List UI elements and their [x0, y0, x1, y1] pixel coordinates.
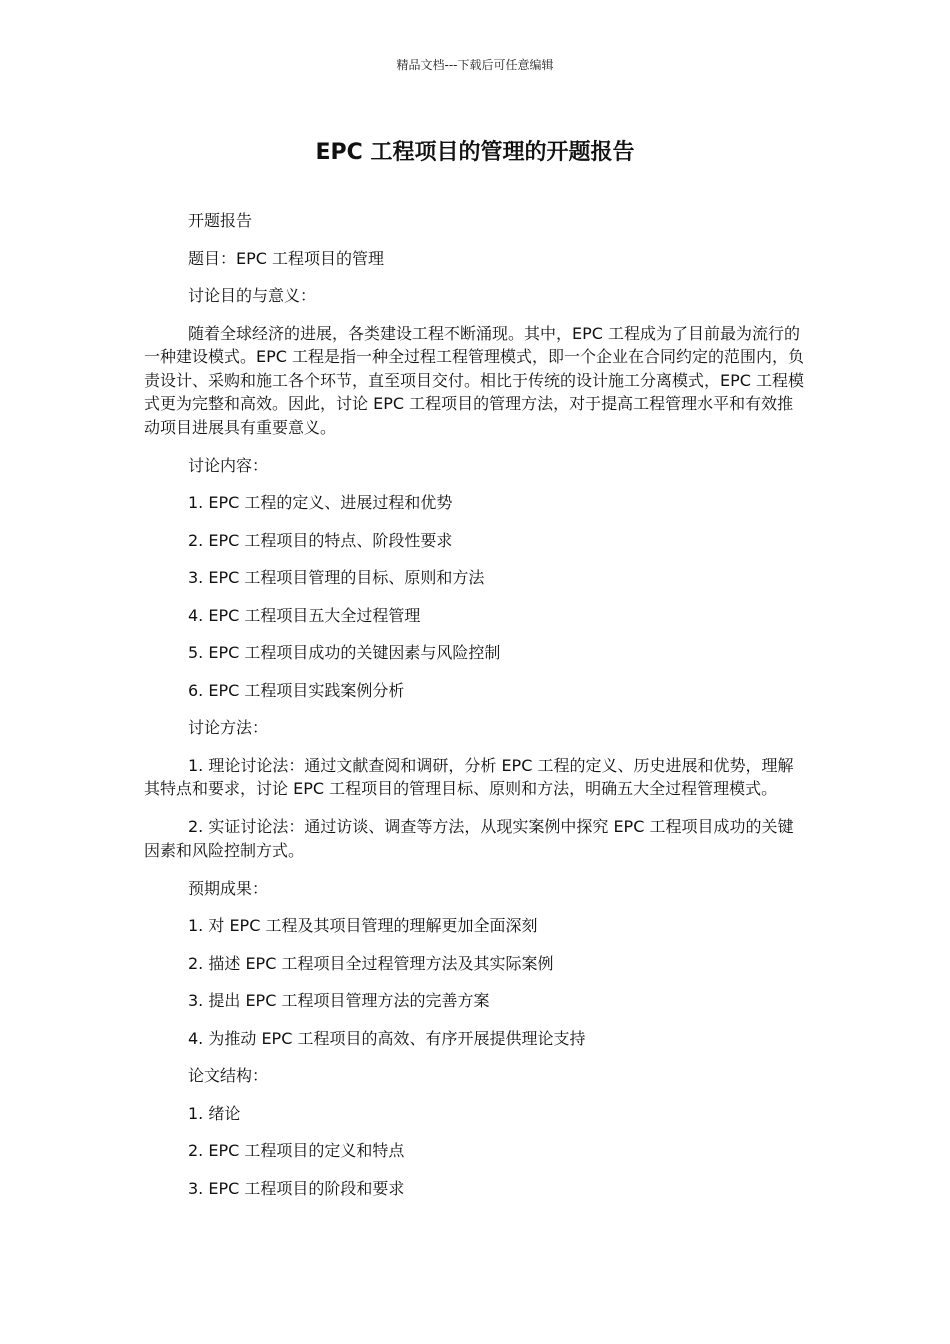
content-item: 2. EPC 工程项目的特点、阶段性要求: [188, 530, 453, 550]
content-item: 1. EPC 工程的定义、进展过程和优势: [188, 493, 453, 512]
topic-line: 题目：EPC 工程项目的管理: [188, 248, 385, 268]
structure-item: 2. EPC 工程项目的定义和特点: [188, 1141, 405, 1160]
method-item: 2. 实证讨论法：通过访谈、调查等方法，从现实案例中探究 EPC 工程项目成功的关键因素和风险控制方式。: [144, 817, 794, 860]
structure-item: 3. EPC 工程项目的阶段和要求: [188, 1178, 405, 1198]
purpose-heading: 讨论目的与意义：: [188, 286, 317, 305]
structure-item: 1. 绪论: [188, 1103, 241, 1123]
outcome-item: 2. 描述 EPC 工程项目全过程管理方法及其实际案例: [188, 953, 554, 973]
content-item: 3. EPC 工程项目管理的目标、原则和方法: [188, 568, 485, 587]
content-item: 6. EPC 工程项目实践案例分析: [188, 680, 405, 700]
method-item: 1. 理论讨论法：通过文献查阅和调研，分析 EPC 工程的定义、历史进展和优势，理解其特点和要求，讨论 EPC 工程项目的管理目标、原则和方法，明确五大全过程管理模式。: [144, 755, 794, 798]
document-body: [144, 209, 809, 1214]
outcome-heading: 预期成果：: [188, 878, 269, 898]
outcome-item: 3. 提出 EPC 工程项目管理方法的完善方案: [188, 991, 490, 1010]
document-title: EPC 工程项目的管理的开题报告: [315, 140, 635, 165]
content-item: 5. EPC 工程项目成功的关键因素与风险控制: [188, 643, 501, 662]
outcome-item: 1. 对 EPC 工程及其项目管理的理解更加全面深刻: [188, 916, 538, 935]
outcome-item: 4. 为推动 EPC 工程项目的高效、有序开展提供理论支持: [188, 1028, 586, 1048]
structure-heading: 论文结构：: [188, 1066, 269, 1085]
report-label: 开题报告: [188, 211, 253, 230]
content-heading: 讨论内容：: [188, 455, 269, 475]
purpose-paragraph: 随着全球经济的进展，各类建设工程不断涌现。其中，EPC 工程成为了目前最为流行的一种建设模式。EPC 工程是指一种全过程工程管理模式，即一个企业在合同约定的范围内，负责设计、采购和施工各个环节，直至项目交付。相比于传统的设计施工分离模式，EPC 工程模式更为完整和高效。因此，讨论 EPC 工程项目的管理方法，对于提高工程管理水平和有效推动项目进展具有重要意义。: [144, 323, 805, 437]
page-header: 精品文档---下载后可任意编辑: [396, 58, 554, 72]
method-heading: 讨论方法：: [188, 718, 269, 737]
content-item: 4. EPC 工程项目五大全过程管理: [188, 605, 421, 625]
